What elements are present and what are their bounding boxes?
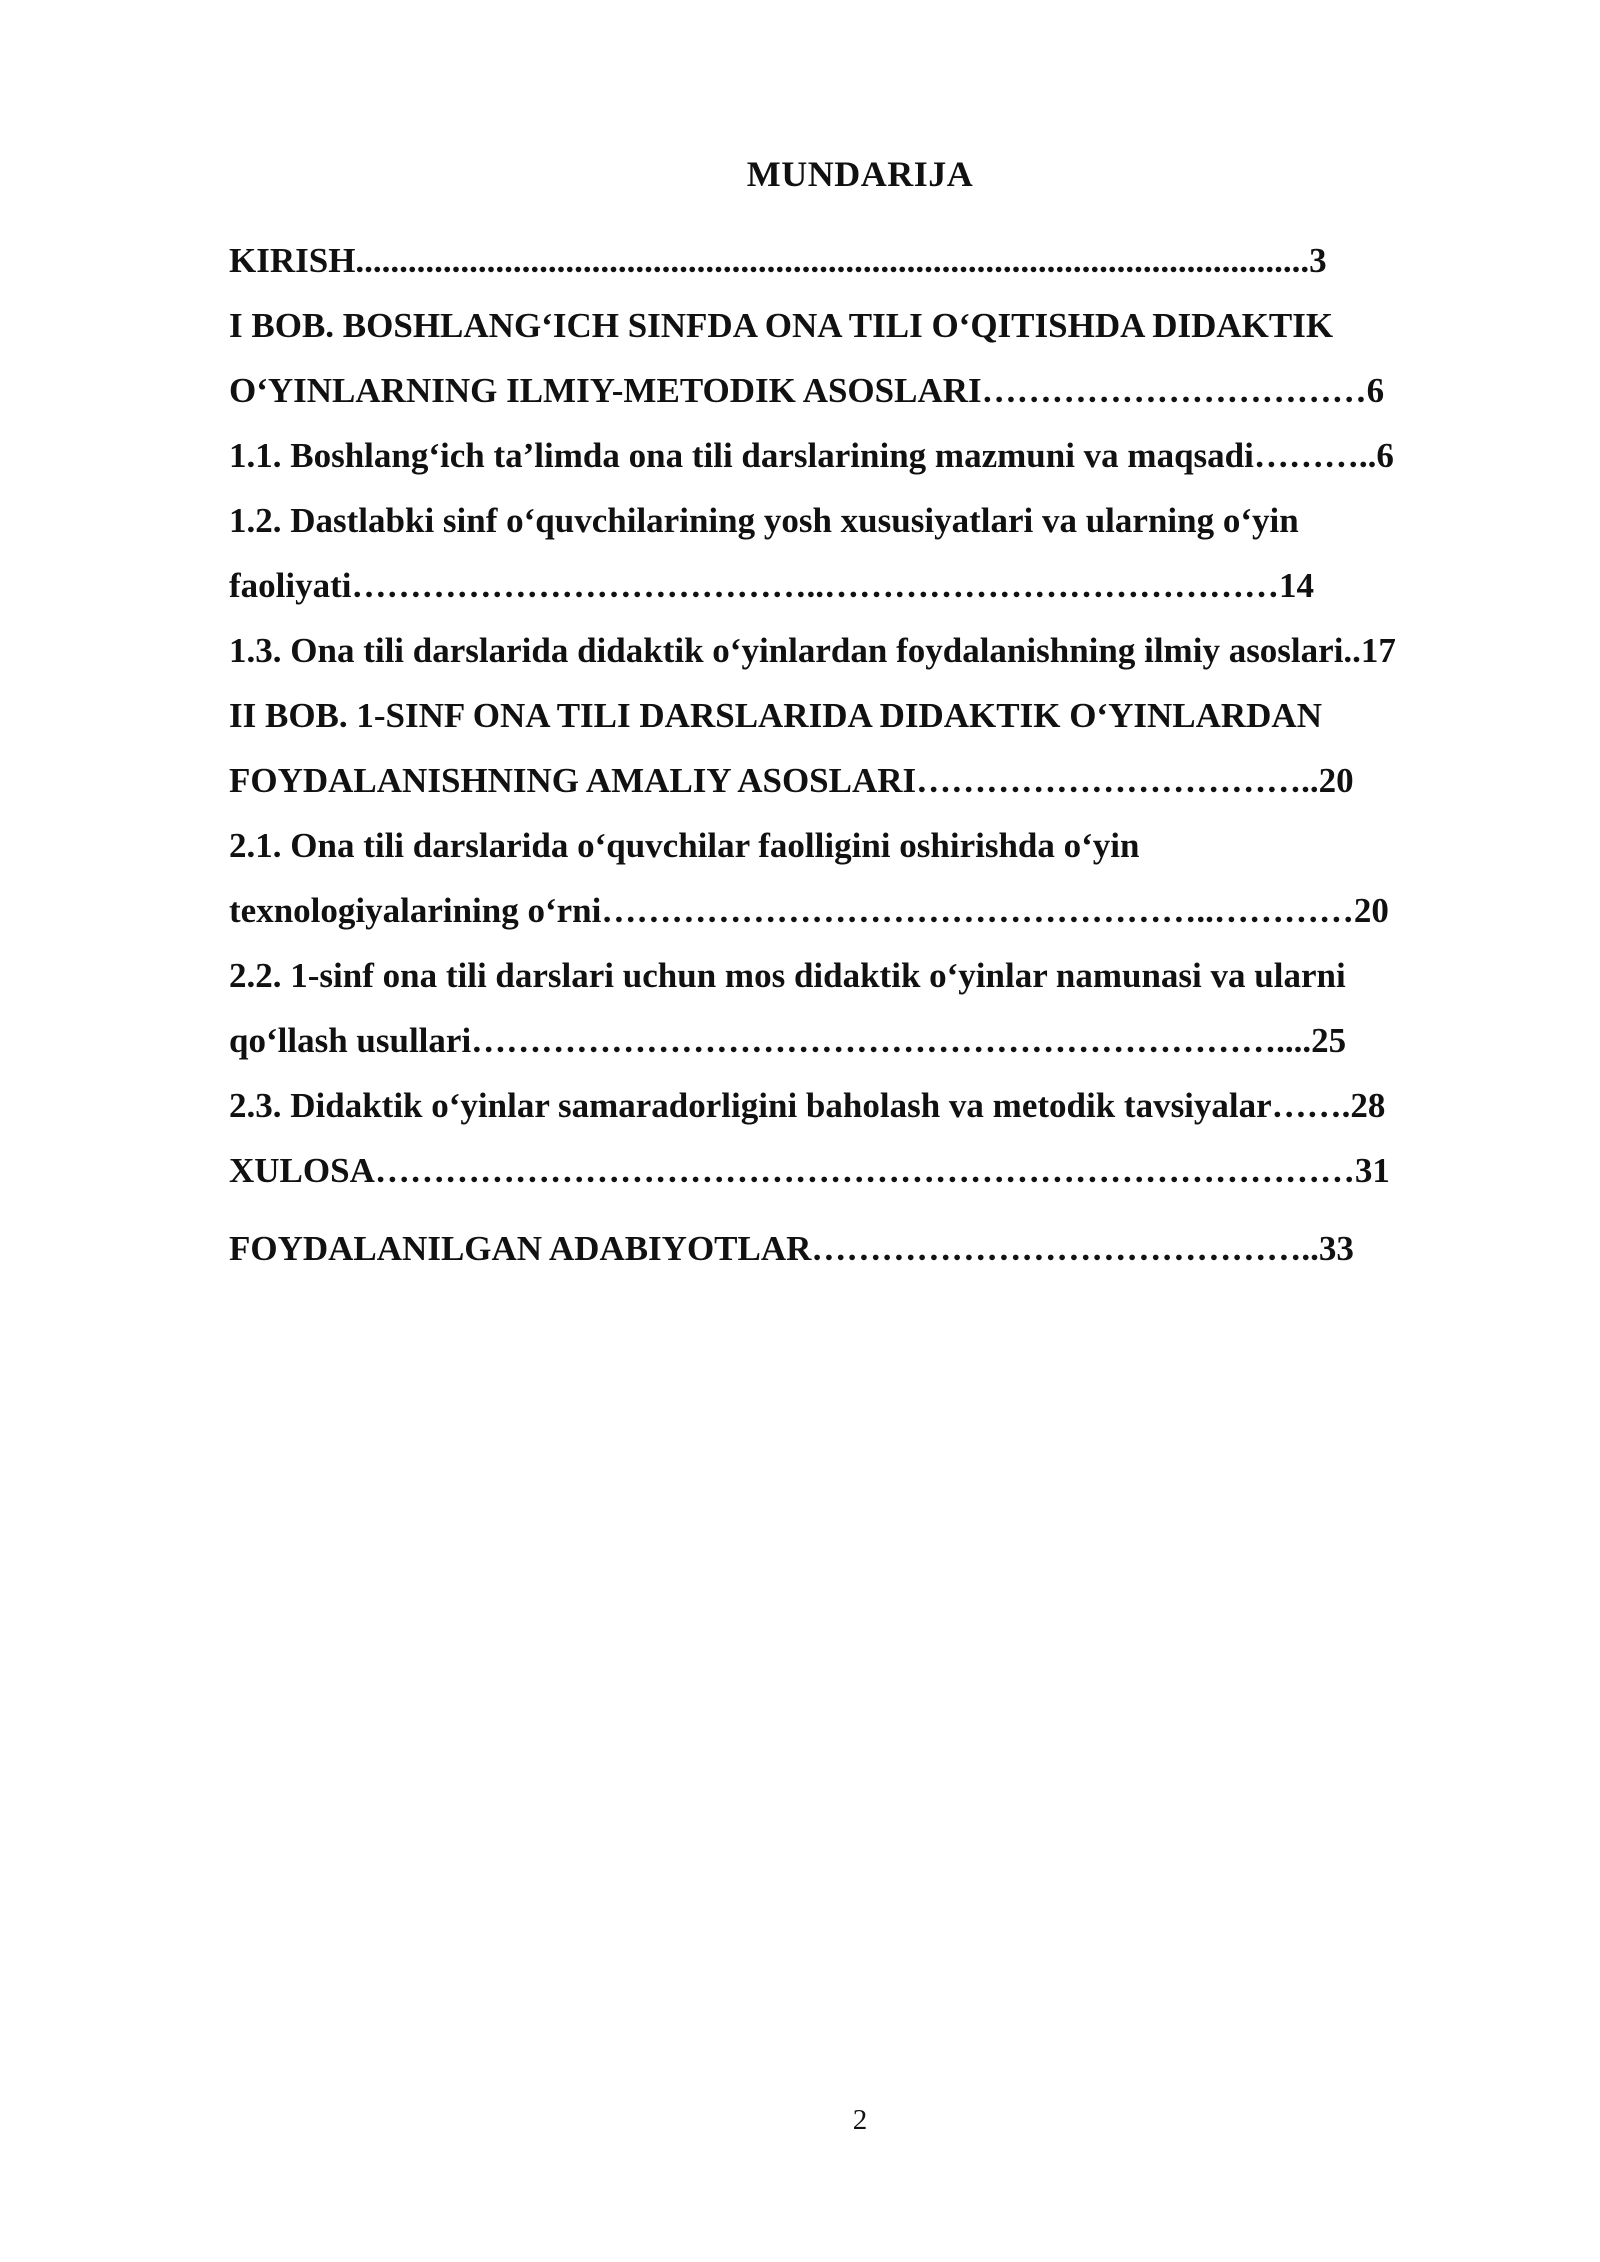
toc-line-section-1-1: 1.1. Boshlang‘ich ta’limda ona tili darslarining mazmuni va maqsadi………..6 bbox=[229, 436, 1394, 475]
toc-line-section-2-2-cont: qo‘llash usullari……………………………………………………………....25 bbox=[229, 1021, 1347, 1060]
toc-line-chapter-2-title-cont: FOYDALANISHNING AMALIY ASOSLARI……………………………..20 bbox=[229, 761, 1354, 800]
toc-line-chapter-1-title-cont: O‘YINLARNING ILMIY-METODIK ASOSLARI……………………………6 bbox=[229, 371, 1385, 410]
toc-line-section-1-3: 1.3. Ona tili darslarida didaktik o‘yinlardan foydalanishning ilmiy asoslari..17 bbox=[229, 631, 1396, 670]
toc-line-xulosa: XULOSA…………………………………………………………………………31 bbox=[229, 1151, 1390, 1190]
toc-line-adabiyotlar: FOYDALANILGAN ADABIYOTLAR……………………………………..33 bbox=[229, 1229, 1354, 1268]
toc-line-section-2-2: 2.2. 1-sinf ona tili darslari uchun mos didaktik o‘yinlar namunasi va ularni bbox=[229, 956, 1346, 995]
table-of-contents bbox=[229, 228, 1491, 1281]
toc-line-section-2-1-cont: texnologiyalarining o‘rni……………………………………………..…………20 bbox=[229, 891, 1389, 930]
toc-line-kirish: KIRISH.............................................................................................................3 bbox=[229, 241, 1327, 280]
toc-line-section-1-2-cont: faoliyati…………………………………..…………………………………14 bbox=[229, 566, 1314, 605]
toc-line-section-1-2: 1.2. Dastlabki sinf o‘quvchilarining yosh xususiyatlari va ularning o‘yin bbox=[229, 501, 1299, 540]
page-number: 2 bbox=[852, 2104, 868, 2136]
toc-line-chapter-1-title: I BOB. BOSHLANG‘ICH SINFDA ONA TILI O‘QITISHDA DIDAKTIK bbox=[229, 306, 1334, 345]
toc-line-chapter-2-title: II BOB. 1-SINF ONA TILI DARSLARIDA DIDAKTIK O‘YINLARDAN bbox=[229, 696, 1322, 735]
page-title: MUNDARIJA bbox=[746, 154, 974, 194]
toc-line-section-2-3: 2.3. Didaktik o‘yinlar samaradorligini baholash va metodik tavsiyalar…….28 bbox=[229, 1086, 1386, 1125]
toc-line-section-2-1: 2.1. Ona tili darslarida o‘quvchilar faolligini oshirishda o‘yin bbox=[229, 826, 1140, 865]
